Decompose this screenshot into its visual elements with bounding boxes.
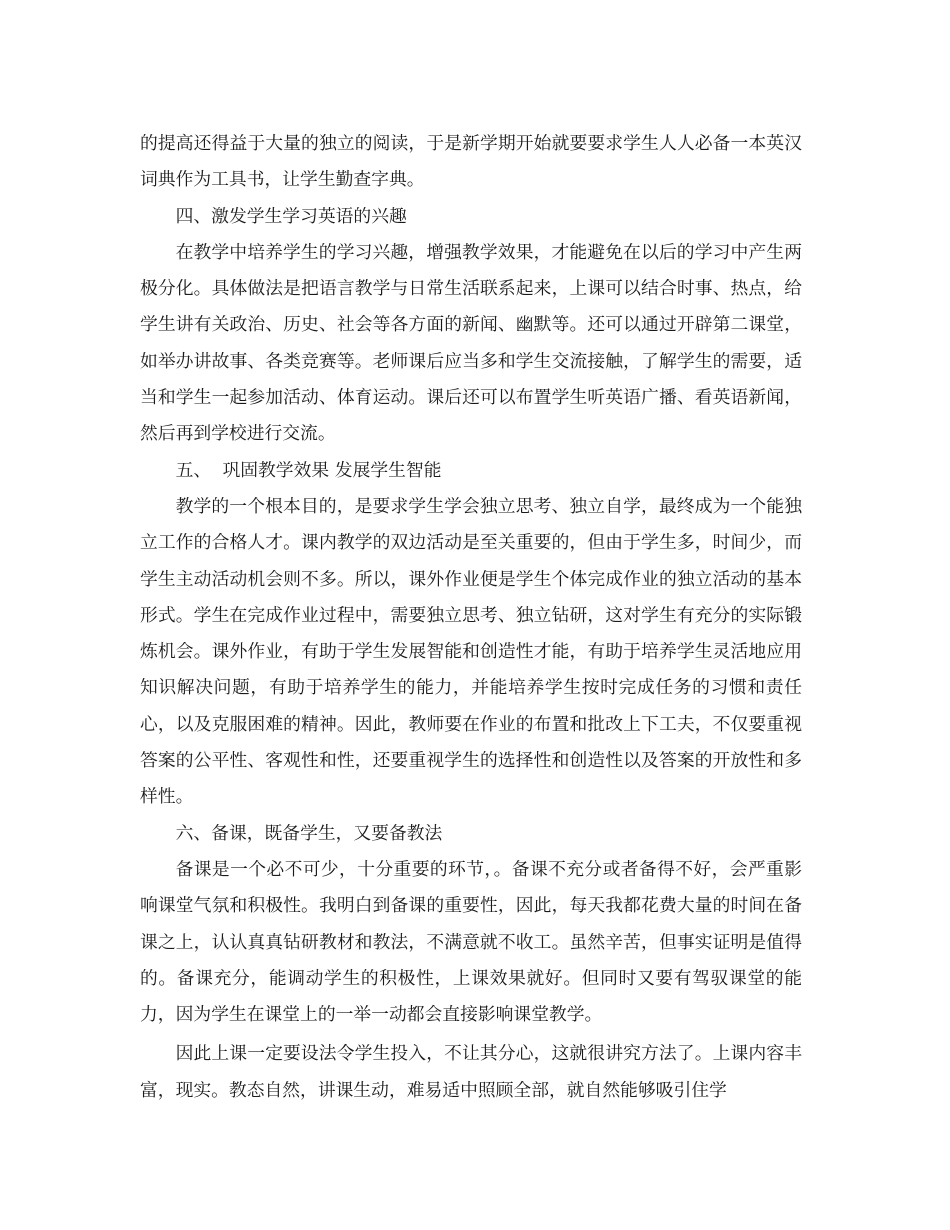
- paragraph: 在教学中培养学生的学习兴趣，增强教学效果，才能避免在以后的学习中产生两极分化。具体做法是把语言教学与日常生活联系起来，上课可以结合时事、热点，给学生讲有关政治、历史、社会等各方面的新闻、幽默等。还可以通过开辟第二课堂，如举办讲故事、各类竞赛等。老师课后应当多和学生交流接触，了解学生的需要，适当和学生一起参加活动、体育运动。课后还可以布置学生听英语广播、看英语新闻，然后再到学校进行交流。: [140, 241, 802, 445]
- paragraph: 因此上课一定要设法令学生投入，不让其分心，这就很讲究方法了。上课内容丰富，现实。教态自然，讲课生动，难易适中照顾全部，就自然能够吸引住学: [140, 1043, 802, 1101]
- section-heading-5: 五、 巩固教学效果 发展学生智能: [175, 459, 442, 481]
- paragraph: 备课是一个必不可少，十分重要的环节，。备课不充分或者备得不好，会严重影响课堂气氛和积极性。我明白到备课的重要性，因此，每天我都花费大量的时间在备课之上，认认真真钻研教材和教法，不满意就不收工。虽然辛苦，但事实证明是值得的。备课充分，能调动学生的积极性，上课效果就好。但同时又要有驾驭课堂的能力，因为学生在课堂上的一举一动都会直接影响课堂教学。: [140, 858, 802, 1026]
- section-heading-6: 六、备课，既备学生，又要备教法: [175, 822, 443, 844]
- paragraph: 教学的一个根本目的，是要求学生学会独立思考、独立自学，最终成为一个能独立工作的合格人才。课内教学的双边活动是至关重要的，但由于学生多，时间少，而学生主动活动机会则不多。所以，课外作业便是学生个体完成作业的独立活动的基本形式。学生在完成作业过程中，需要独立思考、独立钻研，这对学生有充分的实际锻炼机会。课外作业，有助于学生发展智能和创造性才能，有助于培养学生灵活地应用知识解决问题，有助于培养学生的能力，并能培养学生按时完成任务的习惯和责任心，以及克服困难的精神。因此，教师要在作业的布置和批改上下工夫，不仅要重视答案的公平性、客观性和性，还要重视学生的选择性和创造性以及答案的开放性和多样性。: [140, 495, 802, 808]
- paragraph-continued: 的提高还得益于大量的独立的阅读，于是新学期开始就要要求学生人人必备一本英汉词典作为工具书，让学生勤查字典。: [140, 133, 802, 191]
- section-heading-4: 四、激发学生学习英语的兴趣: [175, 205, 407, 227]
- document-body: [140, 126, 802, 1109]
